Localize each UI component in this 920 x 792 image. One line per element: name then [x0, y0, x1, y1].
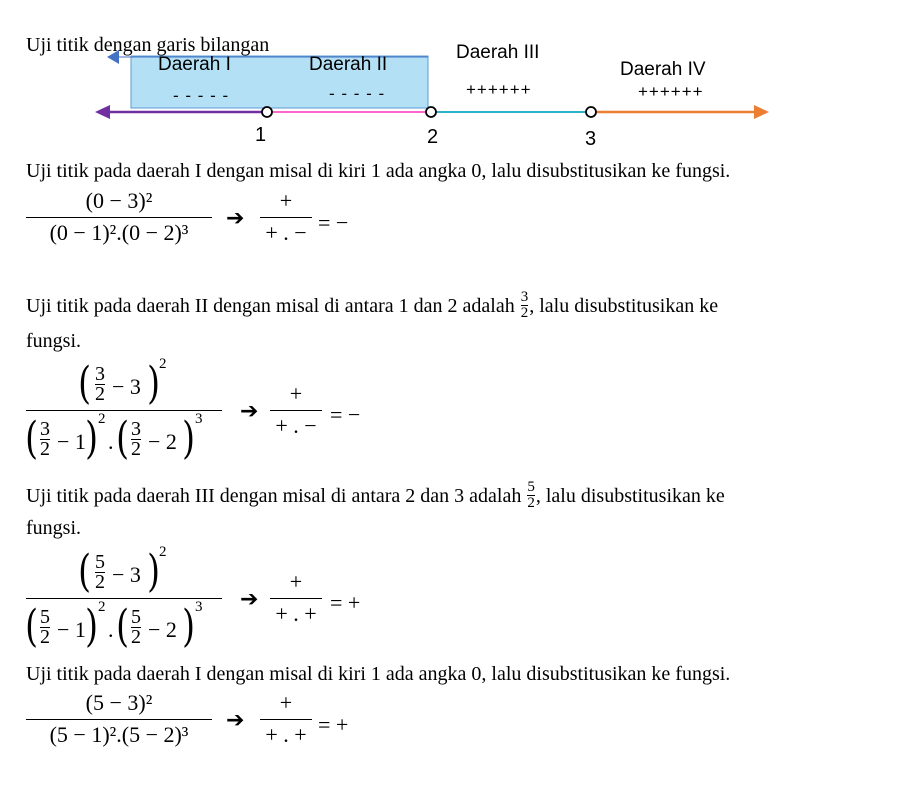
minus-two: − 2 [148, 429, 177, 454]
region-label-2: Daerah II [309, 54, 388, 75]
region-sign-2: - - - - - [329, 84, 386, 103]
section-2-text-a: Uji titik pada daerah II dengan misal di antara 1 dan 2 adalah [26, 295, 515, 318]
exponent: 3 [195, 599, 203, 615]
inline-fraction: $\frac{3}{2}$ [520, 289, 529, 321]
section-2-text-b: , lalu disubstitusikan ke [529, 295, 719, 318]
section-3-sign-fraction [270, 569, 322, 627]
page-title: Uji titik dengan garis bilangan [26, 34, 270, 56]
sign-denominator: + . + [275, 601, 317, 626]
dot: . [108, 429, 114, 454]
region-label-4: Daerah IV [620, 59, 706, 80]
exponent: 2 [159, 356, 167, 372]
section-1-fraction [26, 188, 212, 246]
exponent: 3 [195, 411, 203, 427]
sign-denominator: + . + [265, 722, 307, 747]
point-label-2: 2 [427, 126, 439, 148]
minus-three: − 3 [112, 562, 141, 587]
sign-numerator: + [289, 569, 303, 594]
section-4-result: = + [318, 712, 349, 737]
exponent: 2 [159, 544, 167, 560]
section-2-sign-fraction [270, 381, 322, 439]
inner-fraction: 3 2 [95, 363, 105, 405]
sign-numerator: + [279, 188, 293, 213]
right-arrow-icon: ➔ [226, 708, 245, 733]
section-3-text-a: Uji titik pada daerah III dengan misal di antara 2 dan 3 adalah [26, 485, 522, 508]
region-label-3: Daerah III [456, 42, 540, 63]
section-3-text [26, 479, 725, 513]
section-2-text-c: fungsi. [26, 330, 81, 352]
region-sign-4: ++++++ [638, 82, 704, 101]
point-label-3: 3 [585, 128, 597, 150]
region-label-1: Daerah I [158, 54, 231, 75]
open-point-1 [262, 107, 272, 117]
fraction-numerator: (5 − 3)² [85, 690, 153, 715]
section-3-text-b: , lalu disubstitusikan ke [535, 485, 725, 508]
minus-three: − 3 [112, 374, 141, 399]
open-point-2 [426, 107, 436, 117]
sign-numerator: + [279, 690, 293, 715]
inline-fraction: $\frac{5}{2}$ [527, 479, 535, 511]
open-point-3 [586, 107, 596, 117]
section-2-fraction: ( 3 2 − 3 ) 2 ( 3 2 − 1 ) 2 . ( 3 2 − 2 ) 3 [26, 360, 226, 470]
section-4-fraction [26, 690, 212, 748]
sign-denominator: + . − [275, 413, 317, 438]
section-3-result: = + [330, 590, 361, 615]
section-2-result: = − [330, 402, 361, 427]
fraction-denominator: (0 − 1)².(0 − 2)³ [49, 220, 189, 245]
exponent: 2 [98, 411, 106, 427]
right-arrow-icon: ➔ [240, 587, 259, 612]
exponent: 2 [98, 599, 106, 615]
sign-denominator: + . − [265, 220, 307, 245]
minus-two: − 2 [148, 617, 177, 642]
fraction-numerator: (0 − 3)² [85, 188, 153, 213]
right-arrowhead-icon [754, 105, 769, 119]
point-label-1: 1 [255, 124, 267, 146]
right-arrow-icon: ➔ [226, 206, 245, 231]
section-2-text [26, 289, 719, 323]
right-arrow-icon: ➔ [240, 399, 259, 424]
fraction-denominator: (5 − 1)².(5 − 2)³ [49, 722, 189, 747]
left-arrowhead-icon [95, 105, 110, 119]
region-sign-1: - - - - - [173, 86, 230, 105]
section-1-result: = − [318, 210, 349, 235]
number-line-figure [0, 0, 920, 160]
sign-numerator: + [289, 381, 303, 406]
section-1-text: Uji titik pada daerah I dengan misal di kiri 1 ada angka 0, lalu disubstitusikan ke fungsi. [26, 160, 731, 182]
minus-one: − 1 [57, 429, 86, 454]
section-4-text: Uji titik pada daerah I dengan misal di kiri 1 ada angka 0, lalu disubstitusikan ke fungsi. [26, 663, 731, 685]
dot: . [108, 617, 114, 642]
section-1-sign-fraction [260, 188, 312, 246]
section-3-fraction: ( 5 2 − 3 ) 2 ( 5 2 − 1 ) 2 . ( 5 2 − 2 ) 3 [26, 548, 226, 658]
section-3-text-c: fungsi. [26, 517, 81, 539]
section-4-sign-fraction [260, 690, 312, 748]
minus-one: − 1 [57, 617, 86, 642]
region-sign-3: ++++++ [466, 80, 532, 99]
